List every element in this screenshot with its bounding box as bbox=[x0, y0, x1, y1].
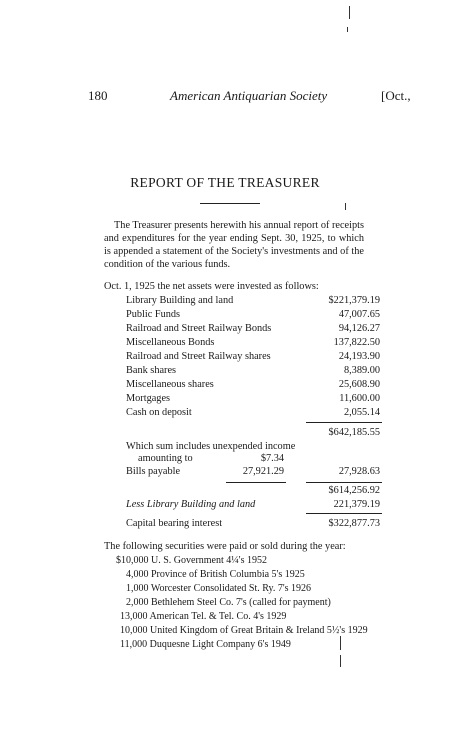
asset-row bbox=[0, 295, 450, 309]
title-rule bbox=[200, 203, 260, 204]
includes-text: amounting to bbox=[138, 453, 193, 464]
security-item: $10,000 U. S. Government 4¼'s 1952 bbox=[116, 555, 267, 566]
asset-row bbox=[0, 351, 450, 365]
subtotal-amount: $642,185.55 bbox=[328, 427, 380, 438]
includes-text: Which sum includes unexpended income bbox=[126, 441, 296, 452]
bills-total: 27,928.63 bbox=[338, 466, 380, 477]
security-item: 4,000 Province of British Columbia 5's 1925 bbox=[126, 569, 305, 580]
bills-rule-right bbox=[306, 482, 382, 483]
bills-label: Bills payable bbox=[126, 466, 181, 477]
scan-mark-top bbox=[349, 6, 350, 19]
asset-label: Mortgages bbox=[126, 393, 171, 404]
capital-rule bbox=[306, 513, 382, 514]
total-row bbox=[0, 485, 450, 499]
asset-label: Cash on deposit bbox=[126, 407, 192, 418]
asset-label: Railroad and Street Railway shares bbox=[126, 351, 271, 362]
asset-row bbox=[0, 407, 450, 421]
includes-row bbox=[0, 453, 450, 467]
asset-row bbox=[0, 309, 450, 323]
subtotal-row bbox=[0, 427, 450, 441]
asset-row bbox=[0, 323, 450, 337]
capital-row bbox=[0, 518, 450, 532]
asset-amount: $221,379.19 bbox=[328, 295, 380, 306]
capital-label: Capital bearing interest bbox=[126, 518, 223, 529]
less-label: Less Library Building and land bbox=[126, 499, 256, 510]
asset-amount: 94,126.27 bbox=[338, 323, 380, 334]
security-item: 10,000 United Kingdom of Great Britain & Ireland 5½'s 1929 bbox=[120, 625, 368, 636]
asset-amount: 47,007.65 bbox=[338, 309, 380, 320]
asset-label: Public Funds bbox=[126, 309, 181, 320]
less-row bbox=[0, 499, 450, 513]
scan-mark-top-2 bbox=[347, 27, 348, 32]
report-title: REPORT OF THE TREASURER bbox=[130, 175, 320, 190]
security-item: 1,000 Worcester Consolidated St. Ry. 7's 1926 bbox=[126, 583, 312, 594]
asset-row bbox=[0, 337, 450, 351]
security-item: 2,000 Bethlehem Steel Co. 7's (called for payment) bbox=[126, 597, 331, 608]
security-item: 11,000 Duquesne Light Company 6's 1949 bbox=[120, 639, 291, 650]
scan-mark-bottom-2 bbox=[340, 655, 341, 667]
asset-label: Miscellaneous Bonds bbox=[126, 337, 215, 348]
date-mark: [Oct., bbox=[381, 88, 411, 103]
scan-mark-mid bbox=[345, 203, 346, 210]
asset-label: Miscellaneous shares bbox=[126, 379, 214, 390]
security-item: 13,000 American Tel. & Tel. Co. 4's 1929 bbox=[120, 611, 287, 622]
asset-amount: 25,608.90 bbox=[338, 379, 380, 390]
intro-paragraph: The Treasurer presents herewith his annual report of receipts and expenditures for the year ending Sept. 30, 1925, to which is appended a statement of the Society's investments and of the condition of the various funds. bbox=[104, 220, 364, 270]
asset-amount: 2,055.14 bbox=[343, 407, 380, 418]
scan-mark-bottom bbox=[340, 636, 341, 650]
total-amount: $614,256.92 bbox=[328, 485, 380, 496]
asset-label: Library Building and land bbox=[126, 295, 234, 306]
assets-intro: Oct. 1, 1925 the net assets were invested as follows: bbox=[104, 281, 319, 292]
asset-row bbox=[0, 393, 450, 407]
bills-row bbox=[0, 466, 450, 480]
asset-label: Railroad and Street Railway Bonds bbox=[126, 323, 272, 334]
less-amount: 221,379.19 bbox=[333, 499, 380, 510]
asset-amount: 8,389.00 bbox=[343, 365, 380, 376]
asset-amount: 11,600.00 bbox=[339, 393, 380, 404]
page-number: 180 bbox=[88, 88, 108, 103]
asset-row bbox=[0, 379, 450, 393]
asset-amount: 137,822.50 bbox=[333, 337, 380, 348]
asset-row bbox=[0, 365, 450, 379]
running-title: American Antiquarian Society bbox=[170, 88, 328, 103]
capital-amount: $322,877.73 bbox=[328, 518, 380, 529]
bills-amount: 27,921.29 bbox=[242, 466, 284, 477]
asset-label: Bank shares bbox=[126, 365, 177, 376]
unexpended-amount: $7.34 bbox=[260, 453, 284, 464]
subtotal-rule bbox=[306, 422, 382, 423]
asset-amount: 24,193.90 bbox=[338, 351, 380, 362]
bills-rule-left bbox=[226, 482, 286, 483]
securities-intro: The following securities were paid or sold during the year: bbox=[104, 541, 346, 552]
